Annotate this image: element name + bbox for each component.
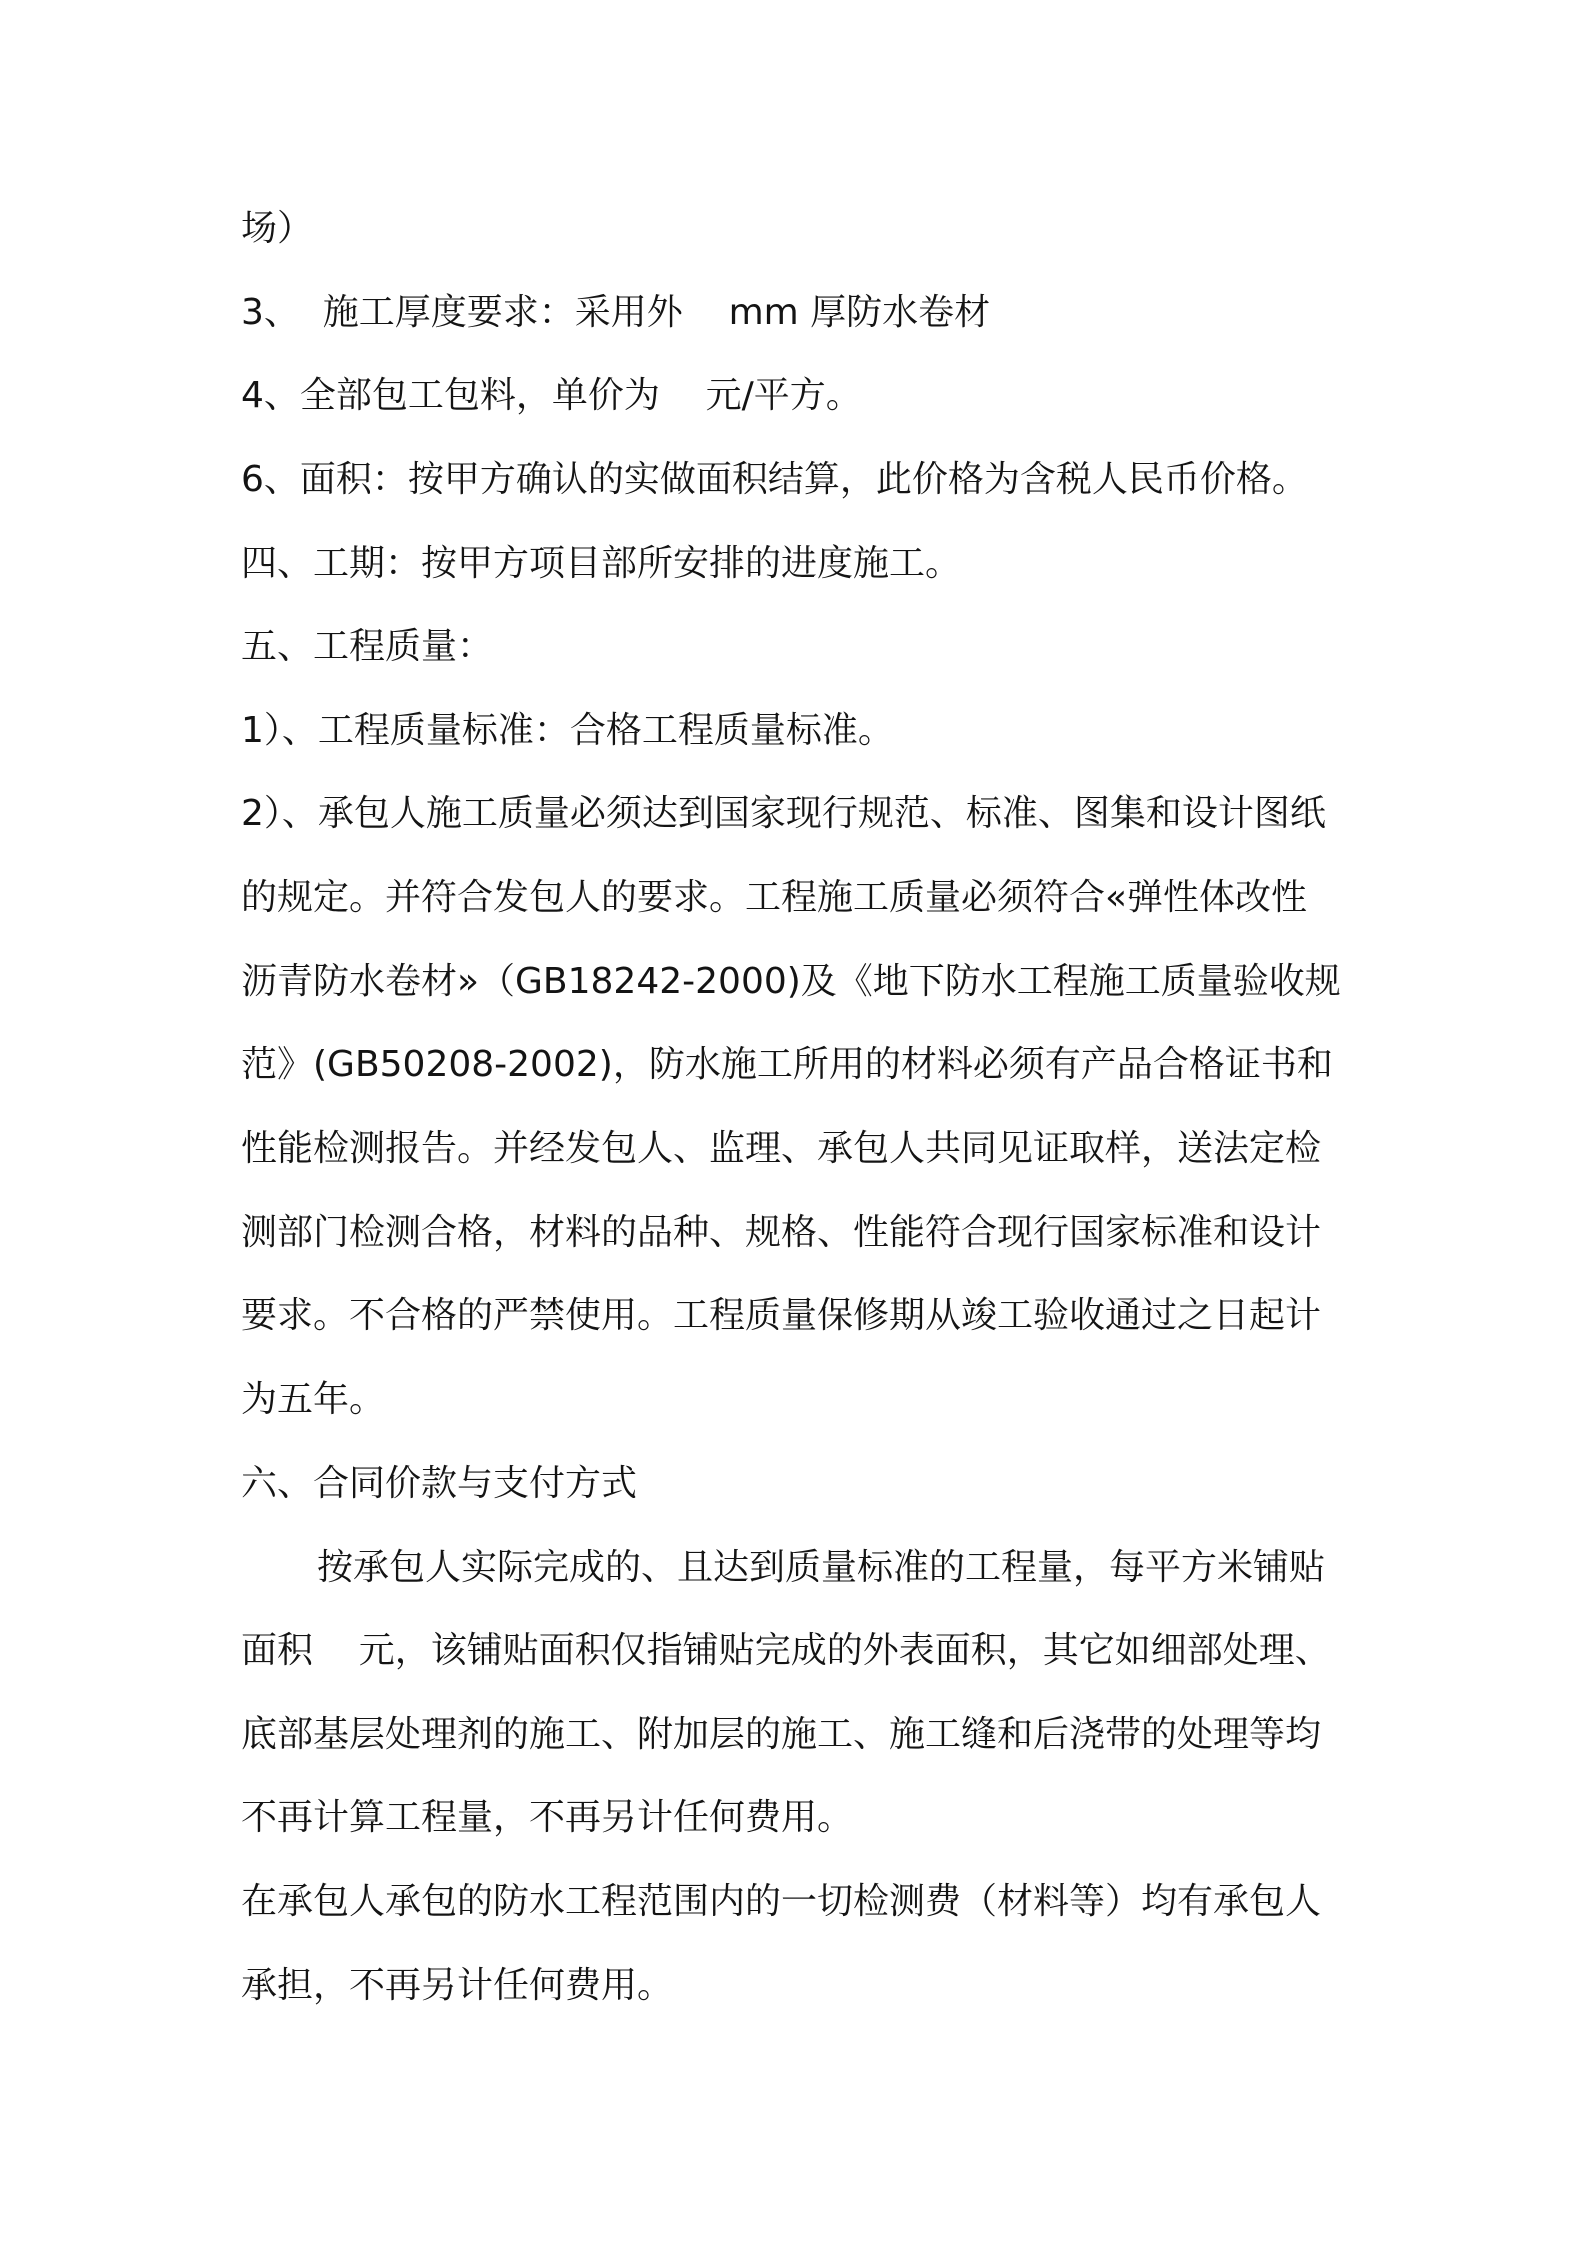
text-line-13: 测部门检测合格，材料的品种、规格、性能符合现行国家标准和设计 [241,1212,1322,1253]
text-line-4: 6、面积：按甲方确认的实做面积结算，此价格为含税人民币价格。 [241,459,1308,500]
text-line-19: 底部基层处理剂的施工、附加层的施工、施工缝和后浇带的处理等均 [241,1714,1322,1755]
text-line-9: 的规定。并符合发包人的要求。工程施工质量必须符合«弹性体改性 [241,877,1308,918]
text-line-15: 为五年。 [241,1379,386,1420]
text-line-5: 四、工期：按甲方项目部所安排的进度施工。 [241,543,962,584]
text-line-17: 按承包人实际完成的、且达到质量标准的工程量，每平方米铺贴 [317,1547,1326,1588]
section-heading-quality: 五、工程质量： [241,626,494,667]
text-line-14: 要求。不合格的严禁使用。工程质量保修期从竣工验收通过之日起计 [241,1295,1322,1336]
text-line-10: 沥青防水卷材»（GB18242-2000)及《地下防水工程施工质量验收规 [241,961,1341,1002]
section-heading-payment: 六、合同价款与支付方式 [241,1463,638,1504]
text-line-2: 3、 施工厚度要求：采用外 mm 厚防水卷材 [241,292,991,333]
text-line-8: 2）、承包人施工质量必须达到国家现行规范、标准、图集和设计图纸 [241,793,1326,834]
text-line-12: 性能检测报告。并经发包人、监理、承包人共同见证取样，送法定检 [241,1128,1322,1169]
text-line-7: 1）、工程质量标准：合格工程质量标准。 [241,710,894,751]
text-line-11: 范》(GB50208-2002)，防水施工所用的材料必须有产品合格证书和 [241,1044,1333,1085]
text-line-18: 面积 元，该铺贴面积仅指铺贴完成的外表面积，其它如细部处理、 [241,1630,1331,1671]
text-line-1: 场） [241,208,314,249]
text-line-3: 4、全部包工包料，单价为 元/平方。 [241,375,862,416]
text-line-20: 不再计算工程量，不再另计任何费用。 [241,1797,854,1838]
text-line-22: 承担，不再另计任何费用。 [241,1965,674,2006]
text-line-21: 在承包人承包的防水工程范围内的一切检测费（材料等）均有承包人 [241,1881,1322,1922]
